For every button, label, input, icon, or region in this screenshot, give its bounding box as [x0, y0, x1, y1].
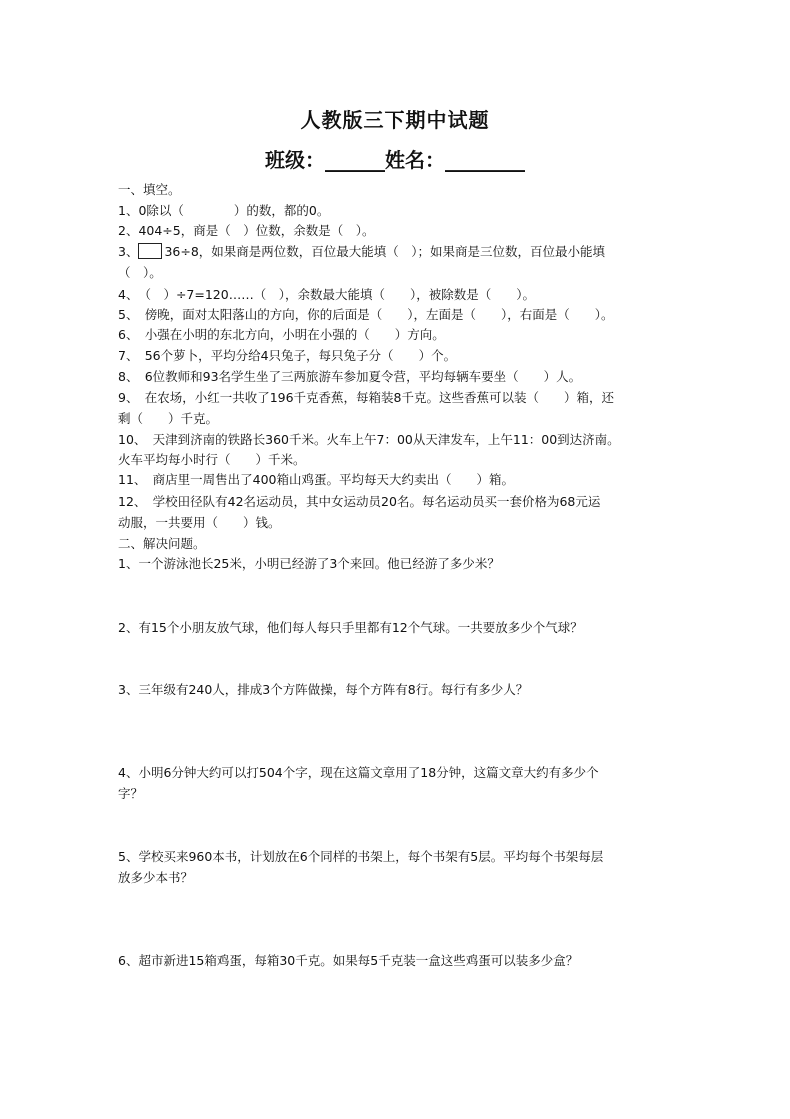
page-title: 人教版三下期中试题: [300, 108, 490, 132]
fill-item-10: 10、 天津到济南的铁路长360千米。火车上午7：00从天津发车，上午11：00到达济南。: [118, 432, 620, 447]
fill-item-9: 9、 在农场，小红一共收了196千克香蕉，每箱装8千克。这些香蕉可以装（ ）箱，还: [118, 390, 615, 405]
fill-item-3: [118, 243, 678, 261]
fill-item-3-cont: （ ）。: [118, 265, 162, 280]
fill-item-5: 5、 傍晚，面对太阳落山的方向，你的后面是（ ），左面是（ ），右面是（ ）。: [118, 307, 614, 322]
fill-item-10-cont: 火车平均每小时行（ ）千米。: [118, 452, 306, 467]
problem-5-cont: 放多少本书？: [118, 870, 194, 885]
problem-4: 4、小明6分钟大约可以打504个字，现在这篇文章用了18分钟，这篇文章大约有多少个: [118, 765, 599, 780]
fill-item-3-text: 36÷8，如果商是两位数，百位最大能填（ ）；如果商是三位数，百位最小能填: [164, 244, 606, 259]
problem-6: 6、超市新进15箱鸡蛋，每箱30千克。如果每5千克装一盒这些鸡蛋可以装多少盒？: [118, 953, 579, 968]
fill-item-12-cont: 动服，一共要用（ ）钱。: [118, 515, 281, 530]
section-heading-fill: 一、填空。: [118, 182, 181, 197]
fill-item-12: 12、 学校田径队有42名运动员，其中女运动员20名。每名运动员买一套价格为68元运: [118, 494, 601, 509]
problem-5: 5、学校买来960本书，计划放在6个同样的书架上，每个书架有5层。平均每个书架每层: [118, 849, 604, 864]
name-class-line: 班级：______姓名：________: [265, 148, 525, 172]
fill-item-6: 6、 小强在小明的东北方向，小明在小强的（ ）方向。: [118, 327, 445, 342]
fill-item-1: 1、0除以（ ）的数，都的0。: [118, 203, 330, 218]
fill-item-3-number: 3、: [118, 244, 139, 259]
fill-item-9-cont: 剩（ ）千克。: [118, 411, 219, 426]
fill-item-4: 4、 （ ）÷7=120……（ ），余数最大能填（ ），被除数是（ ）。: [118, 287, 535, 302]
problem-4-cont: 字？: [118, 786, 144, 801]
fill-item-8: 8、 6位教师和93名学生坐了三两旅游车参加夏令营，平均每辆车要坐（ ）人。: [118, 369, 582, 384]
problem-1: 1、一个游泳池长25米，小明已经游了3个来回。他已经游了多少米？: [118, 556, 500, 571]
fill-item-11: 11、 商店里一周售出了400箱山鸡蛋。平均每天大约卖出（ ）箱。: [118, 472, 515, 487]
answer-box: [138, 243, 162, 259]
fill-item-7: 7、 56个萝卜，平均分给4只兔子，每只兔子分（ ）个。: [118, 348, 457, 363]
fill-item-2: 2、404÷5，商是（ ）位数，余数是（ ）。: [118, 223, 375, 238]
problem-3: 3、三年级有240人，排成3个方阵做操，每个方阵有8行。每行有多少人？: [118, 682, 529, 697]
section-heading-problems: 二、解决问题。: [118, 536, 206, 551]
problem-2: 2、有15个小朋友放气球，他们每人每只手里都有12个气球。一共要放多少个气球？: [118, 620, 583, 635]
